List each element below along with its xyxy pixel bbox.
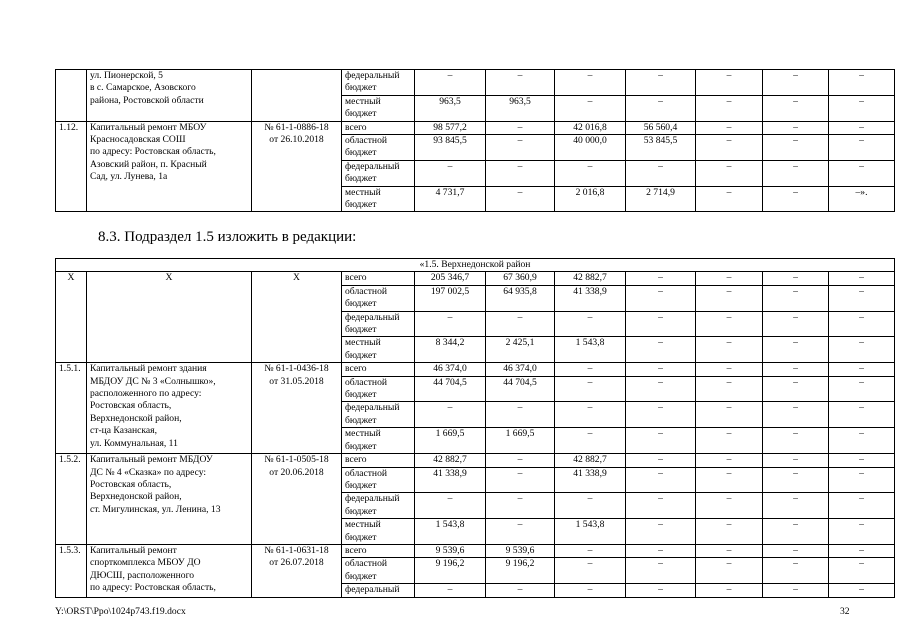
amount-cell: – xyxy=(696,376,763,402)
cell-line: бюджет xyxy=(345,440,377,452)
cell-line: бюджет xyxy=(345,349,377,361)
funding-source xyxy=(342,558,415,584)
cell-line: ул. Коммунальная, 11 xyxy=(90,437,178,449)
amount-cell: 40 000,0 xyxy=(555,135,626,161)
cell-line: бюджет xyxy=(345,199,377,211)
amount-cell: – xyxy=(626,311,696,337)
funding-source xyxy=(342,519,415,545)
amount-cell: – xyxy=(555,544,626,557)
funding-source xyxy=(342,160,415,186)
amount-cell: – xyxy=(696,363,763,376)
amount-cell: 44 704,5 xyxy=(415,376,486,402)
amount-cell: – xyxy=(763,95,829,121)
table-row xyxy=(56,363,895,376)
amount-cell: 963,5 xyxy=(486,95,555,121)
amount-cell: – xyxy=(555,70,626,96)
funding-source xyxy=(342,467,415,493)
expertise-document xyxy=(252,272,342,363)
amount-cell: – xyxy=(829,121,895,134)
cell-line: Капитальный ремонт здания xyxy=(90,363,207,375)
cell-line: ст-ца Казанская, xyxy=(90,425,157,437)
amount-cell: – xyxy=(555,311,626,337)
amount-cell: – xyxy=(415,584,486,597)
funding-source xyxy=(342,428,415,454)
amount-cell: 9 196,2 xyxy=(486,558,555,584)
amount-cell: – xyxy=(626,467,696,493)
budget-table-azov xyxy=(55,69,895,212)
amount-cell: 8 344,2 xyxy=(415,337,486,363)
amount-cell: – xyxy=(696,544,763,557)
cell-line: ул. Пионерской, 5 xyxy=(90,70,163,81)
funding-source xyxy=(342,285,415,311)
amount-cell: 1 543,8 xyxy=(555,519,626,545)
cell-line: бюджет xyxy=(345,570,377,582)
section-heading: 8.3. Подраздел 1.5 изложить в редакции: xyxy=(98,229,357,245)
funding-source xyxy=(342,121,415,134)
amount-cell: – xyxy=(415,402,486,428)
amount-cell: – xyxy=(415,70,486,96)
amount-cell: – xyxy=(829,454,895,467)
amount-cell: – xyxy=(696,584,763,597)
amount-cell: – xyxy=(829,285,895,311)
amount-cell: – xyxy=(763,285,829,311)
funding-source xyxy=(342,376,415,402)
amount-cell: 44 704,5 xyxy=(486,376,555,402)
cell-line: местный xyxy=(345,186,381,198)
amount-cell: 42 882,7 xyxy=(555,272,626,285)
expertise-document xyxy=(252,454,342,545)
amount-cell: 9 539,6 xyxy=(486,544,555,557)
amount-cell: – xyxy=(626,160,696,186)
cell-line: бюджет xyxy=(345,324,377,336)
cell-line: Капитальный ремонт xyxy=(90,544,177,556)
amount-cell: 41 338,9 xyxy=(555,285,626,311)
cell-line: района, Ростовской области xyxy=(90,94,204,106)
amount-cell: – xyxy=(555,584,626,597)
amount-cell: – xyxy=(829,584,895,597)
amount-cell: – xyxy=(486,160,555,186)
amount-cell: 9 539,6 xyxy=(415,544,486,557)
cell-line: местный xyxy=(345,337,381,349)
cell-line: бюджет xyxy=(345,505,377,517)
amount-cell: – xyxy=(486,186,555,212)
cell-line: бюджет xyxy=(345,82,377,94)
amount-cell: – xyxy=(555,160,626,186)
cell-line: Х xyxy=(293,272,300,284)
amount-cell: 93 845,5 xyxy=(415,135,486,161)
amount-cell: – xyxy=(763,186,829,212)
funding-source xyxy=(342,337,415,363)
amount-cell: 197 002,5 xyxy=(415,285,486,311)
funding-source xyxy=(342,363,415,376)
amount-cell: – xyxy=(555,376,626,402)
amount-cell: – xyxy=(626,584,696,597)
amount-cell: 46 374,0 xyxy=(415,363,486,376)
cell-line: МБДОУ ДС № 3 «Солнышко», xyxy=(90,375,216,387)
amount-cell: – xyxy=(696,95,763,121)
footer-file-path: Y:\ORST\Ppo\1024p743.f19.docx xyxy=(55,606,186,617)
amount-cell: 963,5 xyxy=(415,95,486,121)
cell-line: № 61-1-0505-18 xyxy=(264,454,329,466)
amount-cell: – xyxy=(763,467,829,493)
amount-cell: 4 731,7 xyxy=(415,186,486,212)
amount-cell: – xyxy=(696,160,763,186)
item-number: 1.5.1. xyxy=(56,363,87,454)
amount-cell: – xyxy=(555,558,626,584)
amount-cell: – xyxy=(415,493,486,519)
amount-cell: – xyxy=(696,121,763,134)
item-number: 1.5.3. xyxy=(56,544,87,597)
cell-line: № 61-1-0436-18 xyxy=(264,363,329,375)
cell-line: всего xyxy=(345,454,367,466)
amount-cell: – xyxy=(626,285,696,311)
cell-line: бюджет xyxy=(345,414,377,426)
amount-cell: –». xyxy=(829,186,895,212)
cell-line: бюджет xyxy=(345,173,377,185)
cell-line: областной xyxy=(345,376,388,388)
amount-cell: – xyxy=(829,467,895,493)
amount-cell: 1 669,5 xyxy=(415,428,486,454)
amount-cell: – xyxy=(696,558,763,584)
amount-cell: – xyxy=(696,402,763,428)
amount-cell: – xyxy=(626,558,696,584)
amount-cell: – xyxy=(829,402,895,428)
amount-cell: – xyxy=(486,135,555,161)
object-name xyxy=(87,272,252,363)
funding-source xyxy=(342,493,415,519)
cell-line: областной xyxy=(345,135,388,147)
amount-cell: – xyxy=(829,493,895,519)
amount-cell: – xyxy=(763,544,829,557)
amount-cell: – xyxy=(763,402,829,428)
amount-cell: – xyxy=(486,402,555,428)
funding-source xyxy=(342,272,415,285)
amount-cell: – xyxy=(696,135,763,161)
cell-line: всего xyxy=(345,121,367,133)
funding-source xyxy=(342,584,415,597)
amount-cell: – xyxy=(829,558,895,584)
cell-line: по адресу: Ростовская область, xyxy=(90,146,216,158)
cell-line: Капитальный ремонт МБДОУ xyxy=(90,454,213,466)
amount-cell: – xyxy=(486,70,555,96)
amount-cell: – xyxy=(829,544,895,557)
amount-cell: – xyxy=(626,95,696,121)
funding-source xyxy=(342,544,415,557)
amount-cell: – xyxy=(763,584,829,597)
expertise-document xyxy=(252,121,342,212)
amount-cell: – xyxy=(696,493,763,519)
cell-line: бюджет xyxy=(345,108,377,120)
cell-line: Ростовская область, xyxy=(90,478,172,490)
amount-cell: 42 882,7 xyxy=(555,454,626,467)
cell-line: бюджет xyxy=(345,389,377,401)
cell-line: местный xyxy=(345,519,381,531)
object-name xyxy=(87,121,252,212)
item-number: Х xyxy=(56,272,87,363)
amount-cell: – xyxy=(415,160,486,186)
amount-cell: – xyxy=(486,311,555,337)
amount-cell: – xyxy=(626,70,696,96)
amount-cell: – xyxy=(626,544,696,557)
amount-cell: – xyxy=(486,467,555,493)
cell-line: федеральный xyxy=(345,584,400,596)
amount-cell: – xyxy=(763,272,829,285)
amount-cell: – xyxy=(696,186,763,212)
amount-cell: – xyxy=(626,519,696,545)
cell-line: в с. Самарское, Азовского xyxy=(90,82,196,94)
cell-line: областной xyxy=(345,285,388,297)
funding-source xyxy=(342,454,415,467)
amount-cell: – xyxy=(486,493,555,519)
amount-cell: – xyxy=(555,493,626,519)
cell-line: бюджет xyxy=(345,531,377,543)
amount-cell: 1 543,8 xyxy=(555,337,626,363)
object-name xyxy=(87,363,252,454)
amount-cell: – xyxy=(626,376,696,402)
cell-line: ДЮСШ, расположенного xyxy=(90,569,195,581)
cell-line: федеральный xyxy=(345,311,400,323)
amount-cell: – xyxy=(415,311,486,337)
cell-line: бюджет xyxy=(345,479,377,491)
cell-line: № 61-1-0631-18 xyxy=(264,544,329,556)
cell-line: Ростовская область, xyxy=(90,400,172,412)
budget-table-verkhnedonskoy xyxy=(55,258,895,598)
amount-cell: – xyxy=(829,135,895,161)
amount-cell: – xyxy=(486,519,555,545)
amount-cell: – xyxy=(829,70,895,96)
amount-cell: – xyxy=(626,428,696,454)
cell-line: № 61-1-0886-18 xyxy=(264,121,329,133)
amount-cell: 1 669,5 xyxy=(486,428,555,454)
cell-line: от 26.07.2018 xyxy=(269,557,324,569)
cell-line: по адресу: Ростовская область, xyxy=(90,582,216,594)
footer-page-number: 32 xyxy=(840,606,850,617)
amount-cell: – xyxy=(829,337,895,363)
subsection-title-row xyxy=(56,259,895,272)
amount-cell: – xyxy=(696,428,763,454)
table-row xyxy=(56,121,895,134)
cell-line: спорткомплекса МБОУ ДО xyxy=(90,557,201,569)
amount-cell: – xyxy=(763,337,829,363)
amount-cell: – xyxy=(829,428,895,454)
amount-cell: 42 882,7 xyxy=(415,454,486,467)
table-row xyxy=(56,544,895,557)
cell-line: от 26.10.2018 xyxy=(269,134,324,146)
amount-cell: 2 714,9 xyxy=(626,186,696,212)
object-name xyxy=(87,544,252,597)
amount-cell: – xyxy=(626,363,696,376)
item-number: 1.12. xyxy=(56,121,87,212)
table-row xyxy=(56,272,895,285)
table-row xyxy=(56,70,895,96)
amount-cell: – xyxy=(829,95,895,121)
cell-line: Верхнедонской район, xyxy=(90,412,182,424)
cell-line: всего xyxy=(345,272,367,284)
amount-cell: – xyxy=(696,311,763,337)
funding-source xyxy=(342,186,415,212)
cell-line: Сад, ул. Лунева, 1а xyxy=(90,171,168,183)
cell-line: местный xyxy=(345,95,381,107)
subsection-title: «1.5. Верхнедонской район xyxy=(56,259,895,272)
amount-cell: 9 196,2 xyxy=(415,558,486,584)
cell-line: федеральный xyxy=(345,70,400,81)
amount-cell: – xyxy=(763,70,829,96)
amount-cell: 1 543,8 xyxy=(415,519,486,545)
expertise-document xyxy=(252,544,342,597)
object-name xyxy=(87,70,252,122)
cell-line: областной xyxy=(345,467,388,479)
amount-cell: – xyxy=(829,376,895,402)
amount-cell: 56 560,4 xyxy=(626,121,696,134)
amount-cell: – xyxy=(696,454,763,467)
amount-cell: 41 338,9 xyxy=(555,467,626,493)
amount-cell: – xyxy=(555,402,626,428)
amount-cell: 67 360,9 xyxy=(486,272,555,285)
cell-line: областной xyxy=(345,558,388,570)
amount-cell: 41 338,9 xyxy=(415,467,486,493)
amount-cell: – xyxy=(829,363,895,376)
funding-source xyxy=(342,70,415,96)
cell-line: Красносадовская СОШ xyxy=(90,134,186,146)
amount-cell: – xyxy=(763,519,829,545)
cell-line: от 20.06.2018 xyxy=(269,466,324,478)
amount-cell: – xyxy=(829,311,895,337)
funding-source xyxy=(342,135,415,161)
amount-cell: – xyxy=(763,558,829,584)
amount-cell: 2 016,8 xyxy=(555,186,626,212)
cell-line: Верхнедонской район, xyxy=(90,491,182,503)
cell-line: бюджет xyxy=(345,298,377,310)
cell-line: ст. Мигулинская, ул. Ленина, 13 xyxy=(90,503,221,515)
amount-cell: – xyxy=(696,519,763,545)
amount-cell: 46 374,0 xyxy=(486,363,555,376)
amount-cell: – xyxy=(486,454,555,467)
amount-cell: – xyxy=(696,272,763,285)
amount-cell: – xyxy=(763,160,829,186)
item-number xyxy=(56,70,87,122)
funding-source xyxy=(342,311,415,337)
amount-cell: 2 425,1 xyxy=(486,337,555,363)
amount-cell: 64 935,8 xyxy=(486,285,555,311)
amount-cell: – xyxy=(486,584,555,597)
amount-cell: – xyxy=(763,135,829,161)
amount-cell: – xyxy=(763,363,829,376)
amount-cell: – xyxy=(626,402,696,428)
amount-cell: – xyxy=(763,121,829,134)
expertise-document xyxy=(252,70,342,122)
amount-cell: – xyxy=(696,337,763,363)
cell-line: всего xyxy=(345,363,367,375)
amount-cell: 53 845,5 xyxy=(626,135,696,161)
table-row xyxy=(56,454,895,467)
amount-cell: 42 016,8 xyxy=(555,121,626,134)
amount-cell: – xyxy=(486,121,555,134)
cell-line: Капитальный ремонт МБОУ xyxy=(90,121,207,133)
cell-line: расположенного по адресу: xyxy=(90,388,202,400)
amount-cell: – xyxy=(626,454,696,467)
cell-line: всего xyxy=(345,544,367,556)
amount-cell: – xyxy=(829,160,895,186)
amount-cell: – xyxy=(829,519,895,545)
amount-cell: – xyxy=(763,376,829,402)
amount-cell: – xyxy=(626,493,696,519)
cell-line: Азовский район, п. Красный xyxy=(90,158,207,170)
cell-line: бюджет xyxy=(345,147,377,159)
expertise-document xyxy=(252,363,342,454)
amount-cell: – xyxy=(626,337,696,363)
cell-line: ДС № 4 «Сказка» по адресу: xyxy=(90,466,207,478)
cell-line: Х xyxy=(165,272,173,284)
object-name xyxy=(87,454,252,545)
cell-line: федеральный xyxy=(345,160,400,172)
amount-cell: – xyxy=(626,272,696,285)
amount-cell: – xyxy=(555,428,626,454)
amount-cell: – xyxy=(696,467,763,493)
cell-line: от 31.05.2018 xyxy=(269,375,324,387)
amount-cell: – xyxy=(763,311,829,337)
amount-cell: – xyxy=(763,454,829,467)
amount-cell: – xyxy=(555,363,626,376)
amount-cell: – xyxy=(763,428,829,454)
cell-line: федеральный xyxy=(345,402,400,414)
funding-source xyxy=(342,402,415,428)
amount-cell: 98 577,2 xyxy=(415,121,486,134)
amount-cell: – xyxy=(696,285,763,311)
cell-line: федеральный xyxy=(345,493,400,505)
funding-source xyxy=(342,95,415,121)
item-number: 1.5.2. xyxy=(56,454,87,545)
amount-cell: – xyxy=(829,272,895,285)
amount-cell: – xyxy=(555,95,626,121)
amount-cell: – xyxy=(696,70,763,96)
cell-line: местный xyxy=(345,428,381,440)
amount-cell: – xyxy=(763,493,829,519)
amount-cell: 205 346,7 xyxy=(415,272,486,285)
